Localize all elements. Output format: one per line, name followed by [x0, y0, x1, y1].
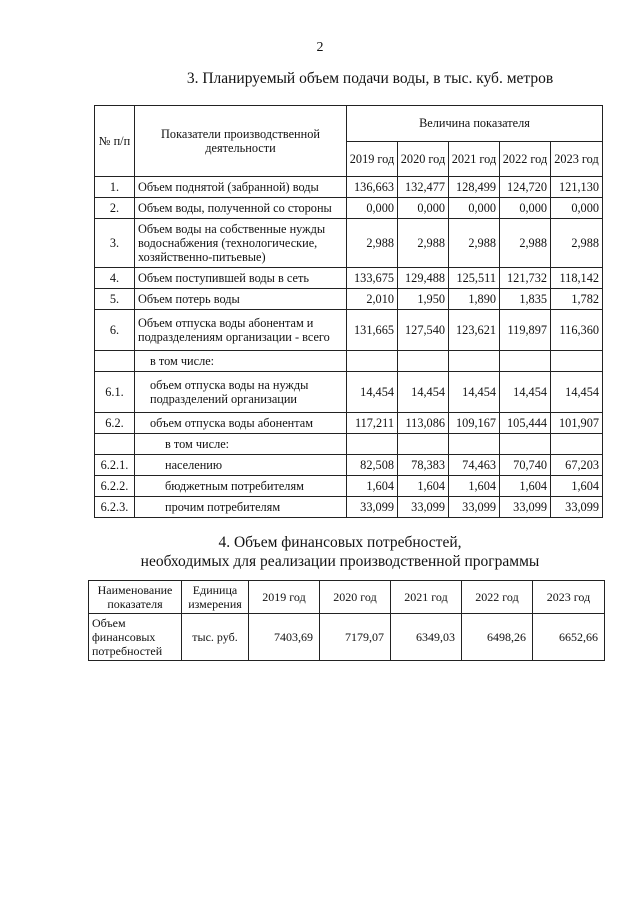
header-cell: 2020 год [320, 581, 391, 614]
header-cell: 2023 год [533, 581, 605, 614]
row-indicator: бюджетным потребителям [135, 476, 347, 497]
row-number: 6.1. [95, 372, 135, 413]
header-year: 2019 год [347, 141, 398, 177]
table-row [95, 177, 603, 198]
row-value: 70,740 [500, 455, 551, 476]
table-row [95, 310, 603, 351]
row-value: 127,540 [398, 310, 449, 351]
row-value: 105,444 [500, 413, 551, 434]
row-indicator: в том числе: [135, 351, 347, 372]
row-value [398, 434, 449, 455]
row-indicator: Объем поднятой (забранной) воды [135, 177, 347, 198]
header-year: 2023 год [551, 141, 603, 177]
row-value: 124,720 [500, 177, 551, 198]
row-indicator: объем отпуска воды на нужды подразделений организации [135, 372, 347, 413]
section-3-title: 3. Планируемый объем подачи воды, в тыс. куб. метров [186, 70, 554, 87]
row-number: 6.2.1. [95, 455, 135, 476]
row-value [500, 434, 551, 455]
row-indicator: объем отпуска воды абонентам [135, 413, 347, 434]
row-value: 1,604 [500, 476, 551, 497]
row-number [95, 351, 135, 372]
row-value: 113,086 [398, 413, 449, 434]
header-year: 2020 год [398, 141, 449, 177]
table-row [95, 497, 603, 518]
row-value: 116,360 [551, 310, 603, 351]
row-value: 33,099 [449, 497, 500, 518]
page-number: 2 [316, 40, 324, 55]
row-value [398, 351, 449, 372]
row-value: 101,907 [551, 413, 603, 434]
row-value: 2,988 [449, 219, 500, 268]
row-value: 33,099 [500, 497, 551, 518]
table-row [95, 372, 603, 413]
row-value [449, 434, 500, 455]
water-supply-table [94, 105, 603, 518]
row-number: 4. [95, 268, 135, 289]
row-number: 6.2.3. [95, 497, 135, 518]
row-value: 1,835 [500, 289, 551, 310]
row-value: 0,000 [449, 198, 500, 219]
table-row [95, 455, 603, 476]
section-4-title-line-2: необходимых для реализации производственной программы [140, 553, 540, 570]
row-value: 128,499 [449, 177, 500, 198]
row-indicator: Объем воды, полученной со стороны [135, 198, 347, 219]
row-value: 117,211 [347, 413, 398, 434]
table-row [95, 268, 603, 289]
row-value: 136,663 [347, 177, 398, 198]
table-row [95, 198, 603, 219]
row-indicator: в том числе: [135, 434, 347, 455]
row-value: 33,099 [398, 497, 449, 518]
row-value: 129,488 [398, 268, 449, 289]
row-value: 6498,26 [462, 614, 533, 661]
row-value: 33,099 [347, 497, 398, 518]
section-4-title-line-1: 4. Объем финансовых потребностей, [218, 534, 462, 551]
row-value: 1,604 [398, 476, 449, 497]
row-value: 2,988 [500, 219, 551, 268]
row-value: 6349,03 [391, 614, 462, 661]
row-value: 121,732 [500, 268, 551, 289]
row-value: 1,890 [449, 289, 500, 310]
row-indicator: населению [135, 455, 347, 476]
row-value: 118,142 [551, 268, 603, 289]
row-value: 14,454 [551, 372, 603, 413]
row-value: 0,000 [398, 198, 449, 219]
row-value: 131,665 [347, 310, 398, 351]
row-indicator: Объем финансовых потребностей [89, 614, 182, 661]
row-value: 14,454 [500, 372, 551, 413]
table-row [95, 476, 603, 497]
row-number: 1. [95, 177, 135, 198]
row-value: 82,508 [347, 455, 398, 476]
section-4-title [120, 533, 560, 571]
row-value [347, 351, 398, 372]
table-row [95, 219, 603, 268]
row-indicator: Объем отпуска воды абонентам и подразделениям организации - всего [135, 310, 347, 351]
row-number: 2. [95, 198, 135, 219]
row-value: 33,099 [551, 497, 603, 518]
table-row [95, 413, 603, 434]
row-value: 14,454 [398, 372, 449, 413]
row-value: 2,988 [551, 219, 603, 268]
row-value: 14,454 [347, 372, 398, 413]
row-value: 121,130 [551, 177, 603, 198]
header-year: 2021 год [449, 141, 500, 177]
row-value: 2,988 [347, 219, 398, 268]
row-value: 6652,66 [533, 614, 605, 661]
row-indicator: Объем потерь воды [135, 289, 347, 310]
row-value: 109,167 [449, 413, 500, 434]
table-row [95, 289, 603, 310]
header-number: № п/п [95, 106, 135, 177]
row-value: 14,454 [449, 372, 500, 413]
row-value: 2,010 [347, 289, 398, 310]
row-value: 1,604 [347, 476, 398, 497]
row-value: 123,621 [449, 310, 500, 351]
row-unit: тыс. руб. [182, 614, 249, 661]
row-value: 7403,69 [249, 614, 320, 661]
header-indicators: Показатели производственной деятельности [135, 106, 347, 177]
financial-needs-table [88, 580, 605, 661]
row-value: 1,950 [398, 289, 449, 310]
header-cell: 2022 год [462, 581, 533, 614]
header-year: 2022 год [500, 141, 551, 177]
row-number: 6. [95, 310, 135, 351]
row-value: 1,782 [551, 289, 603, 310]
table-row [95, 434, 603, 455]
row-value: 132,477 [398, 177, 449, 198]
table-row [95, 351, 603, 372]
row-value [551, 434, 603, 455]
row-value: 0,000 [551, 198, 603, 219]
row-value: 78,383 [398, 455, 449, 476]
row-value: 74,463 [449, 455, 500, 476]
row-value: 119,897 [500, 310, 551, 351]
row-indicator: Объем поступившей воды в сеть [135, 268, 347, 289]
row-value [449, 351, 500, 372]
row-value: 0,000 [500, 198, 551, 219]
row-value: 0,000 [347, 198, 398, 219]
header-cell: 2021 год [391, 581, 462, 614]
row-value: 2,988 [398, 219, 449, 268]
row-value: 1,604 [449, 476, 500, 497]
row-value: 7179,07 [320, 614, 391, 661]
header-cell: Единица измерения [182, 581, 249, 614]
row-value: 133,675 [347, 268, 398, 289]
row-number: 5. [95, 289, 135, 310]
row-value: 1,604 [551, 476, 603, 497]
header-cell: Наименование показателя [89, 581, 182, 614]
row-value: 67,203 [551, 455, 603, 476]
header-cell: 2019 год [249, 581, 320, 614]
row-value [551, 351, 603, 372]
row-value [347, 434, 398, 455]
row-value: 125,511 [449, 268, 500, 289]
row-indicator: прочим потребителям [135, 497, 347, 518]
row-number [95, 434, 135, 455]
row-indicator: Объем воды на собственные нужды водоснабжения (технологические, хозяйственно-питьевые) [135, 219, 347, 268]
header-value: Величина показателя [347, 106, 603, 142]
row-number: 3. [95, 219, 135, 268]
row-number: 6.2. [95, 413, 135, 434]
row-number: 6.2.2. [95, 476, 135, 497]
row-value [500, 351, 551, 372]
